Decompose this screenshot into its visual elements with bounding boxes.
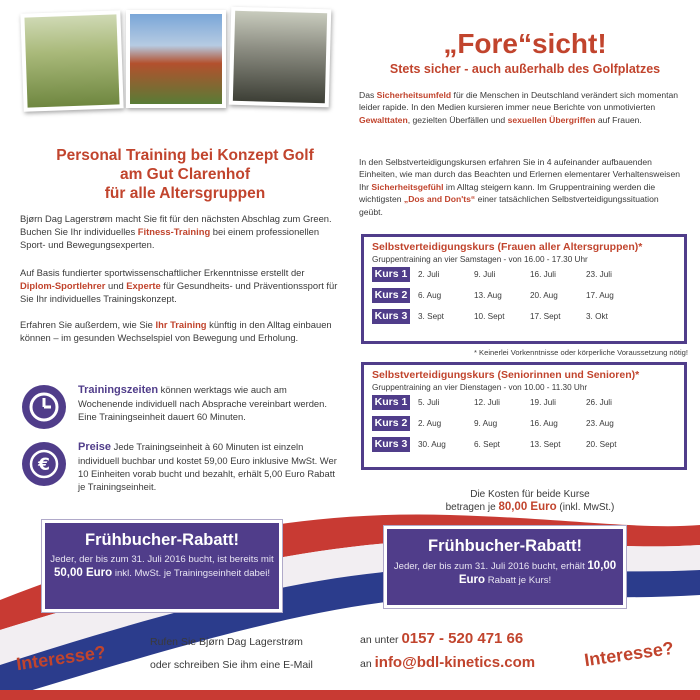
course-label: Kurs 1 <box>372 267 410 282</box>
course-row <box>372 285 676 306</box>
clock-icon <box>22 385 66 429</box>
daily-life-paragraph <box>20 318 338 344</box>
photo-clubhouse <box>126 10 226 108</box>
rabatt-title: Frühbucher-Rabatt! <box>428 537 582 555</box>
feature-title: Preise <box>78 441 112 453</box>
feature-text <box>78 383 338 423</box>
course-date: 9. Juli <box>474 270 496 279</box>
text: bei einem professionellen Sport- und Bewegungsexperten. <box>20 226 320 250</box>
course-subtitle: Gruppentraining an vier Samstagen - von 16.00 - 17.30 Uhr <box>372 255 588 264</box>
highlight: Ihr Training <box>155 319 207 330</box>
contact-call-text: Rufen Sie Bjørn Dag Lagerstrøm <box>150 636 303 648</box>
course-date: 23. Juli <box>586 270 612 279</box>
text: auf Frauen. <box>595 114 642 125</box>
highlight: „Dos and Don'ts“ <box>403 194 476 205</box>
left-title-line-1: Personal Training bei Konzept Golf <box>56 147 314 164</box>
interesse-label-right: Interesse? <box>582 637 675 671</box>
course-date: 17. Sept <box>530 312 561 321</box>
early-bird-box-training <box>42 520 282 612</box>
text: Auf Basis fundierter sportwissenschaftlicher Erkenntnisse erstellt der <box>20 267 305 278</box>
right-title: „Fore“sicht! <box>443 28 607 59</box>
highlight: Experte <box>126 280 161 291</box>
rabatt-text <box>45 554 279 580</box>
course-date: 16. Juli <box>530 270 556 279</box>
course-date: 26. Juli <box>586 398 612 407</box>
course-date: 20. Aug <box>530 291 558 300</box>
course-row <box>372 392 676 413</box>
text: Jeder, der bis zum 31. Juli 2016 bucht, erhält <box>393 561 588 572</box>
course-row <box>372 264 676 285</box>
course-date: 3. Sept <box>418 312 444 321</box>
course-date: 6. Sept <box>474 440 500 449</box>
concept-paragraph <box>20 266 338 305</box>
text: Das <box>359 90 377 100</box>
course-title: Selbstverteidigungskurs (Seniorinnen und Senioren)* <box>372 369 640 381</box>
footnote: * Keinerlei Vorkenntnisse oder körperliche Voraussetzung nötig! <box>473 348 688 357</box>
left-title-line-3: für alle Altersgruppen <box>104 185 266 202</box>
svg-text:€: € <box>38 455 50 475</box>
course-date: 3. Okt <box>586 312 608 321</box>
text: im Alltag steigern kann. Im Gruppentraining werden die wichtigsten <box>359 181 656 205</box>
cost-amount: 80,00 Euro <box>498 501 557 513</box>
text: Jede Trainingseinheit à 60 Minuten ist einzeln individuell buchbar und kostet 59,00 Euro inklusive MwSt. Wer 10 Einheiten vorab bucht und bezahlt, erhält 5,00 Euro Rabatt je Trainingseinheit. <box>78 441 337 492</box>
text: Bjørn Dag Lagerstrøm macht Sie fit für den nächsten Abschlag zum Green. Buchen Sie Ihr individuelles <box>20 213 332 237</box>
course-cost <box>405 488 655 514</box>
course-date: 2. Juli <box>418 270 440 279</box>
course-seniors-box <box>361 362 687 470</box>
course-row <box>372 306 676 327</box>
text: können werktags wie auch am Wochenende individuell nach Absprache vereinbart werden. Eine Trainingseinheit dauert 60 Minuten. <box>78 384 327 422</box>
course-label: Kurs 1 <box>372 395 410 410</box>
course-date: 5. Juli <box>418 398 440 407</box>
right-subtitle: Stets sicher - auch außerhalb des Golfplatzes <box>389 62 661 76</box>
rabatt-text <box>387 560 623 587</box>
safety-paragraph <box>359 89 681 126</box>
highlight: Fitness-Training <box>137 226 211 237</box>
feature-title: Trainingszeiten <box>78 384 159 396</box>
course-date: 12. Juli <box>474 398 500 407</box>
text: für Gesundheits- und Präventionssport für Sie Ihr individuelles Trainingskonzept. <box>20 280 338 304</box>
course-title: Selbstverteidigungskurs (Frauen aller Altersgruppen)* <box>372 241 643 253</box>
course-date: 23. Aug <box>586 419 614 428</box>
course-label: Kurs 3 <box>372 309 410 324</box>
text: einer tatsächlichen Selbstverteidigungssituation geübt. <box>359 194 659 217</box>
rabatt-amount: 10,00 Euro <box>458 560 617 586</box>
rabatt-title: Frühbucher-Rabatt! <box>85 531 239 549</box>
photo-strip <box>22 4 332 114</box>
course-date: 19. Juli <box>530 398 556 407</box>
highlight: Sicherheitsumfeld <box>376 90 452 100</box>
text: Erfahren Sie außerdem, wie Sie <box>20 319 156 330</box>
course-date: 30. Aug <box>418 440 446 449</box>
course-date: 16. Aug <box>530 419 558 428</box>
text: (inkl. MwSt.) <box>556 502 615 513</box>
course-date: 9. Aug <box>474 419 498 428</box>
text: künftig in den Alltag einbauen können – im gesunden Wechselspiel von Bewegung und Erholung. <box>20 319 332 343</box>
course-date: 13. Sept <box>530 440 561 449</box>
cost-line-2 <box>405 501 655 514</box>
highlight: Sicherheitsgefühl <box>371 181 444 192</box>
photo-self-defense <box>229 7 332 108</box>
course-date: 20. Sept <box>586 440 617 449</box>
course-date: 6. Aug <box>418 291 442 300</box>
interesse-label-left: Interesse? <box>14 641 107 675</box>
contact-email-text: oder schreiben Sie ihm eine E-Mail <box>150 659 313 671</box>
highlight: Gewalttaten <box>359 114 408 125</box>
course-date: 10. Sept <box>474 312 505 321</box>
rabatt-amount: 50,00 Euro <box>53 566 113 579</box>
course-label: Kurs 3 <box>372 437 410 452</box>
course-date: 17. Aug <box>586 291 614 300</box>
contact-email <box>360 654 535 671</box>
text: betragen je <box>445 502 499 513</box>
highlight: sexuellen Übergriffen <box>507 114 596 125</box>
left-title <box>20 146 350 203</box>
email-link[interactable]: info@bdl-kinetics.com <box>374 654 536 671</box>
highlight: Diplom-Sportlehrer <box>20 280 106 291</box>
course-label: Kurs 2 <box>372 416 410 431</box>
text: an <box>360 658 375 670</box>
text: Rabatt je Kurs! <box>485 574 552 586</box>
contact-phone <box>360 630 523 647</box>
early-bird-box-course <box>384 526 626 608</box>
course-row <box>372 434 676 455</box>
phone-number[interactable]: 0157 - 520 471 66 <box>401 630 524 647</box>
intro-paragraph <box>20 212 338 251</box>
text: an unter <box>360 634 402 646</box>
course-label: Kurs 2 <box>372 288 410 303</box>
text: und <box>105 280 127 291</box>
text: , gezielten Überfällen und <box>407 114 508 125</box>
text: inkl. MwSt. je Trainingseinheit dabei! <box>112 567 270 579</box>
cost-line-1: Die Kosten für beide Kurse <box>470 489 590 500</box>
text: In den Selbstverteidigungskursen erfahren Sie in 4 aufeinander aufbauenden Einheiten, wie man durch das Beachten und Erlernen elementarer Verhaltensweisen Ihr <box>359 157 681 192</box>
course-row <box>372 413 676 434</box>
left-title-line-2: am Gut Clarenhof <box>119 166 251 183</box>
photo-exercise <box>20 10 123 111</box>
course-paragraph <box>359 156 681 218</box>
course-date: 2. Aug <box>418 419 442 428</box>
course-women-box <box>361 234 687 344</box>
text: Jeder, der bis zum 31. Juli 2016 bucht, ist bereits mit <box>50 554 274 565</box>
course-date: 13. Aug <box>474 291 502 300</box>
text: für die Menschen in Deutschland verändert sich momentan leider rapide. In den Medien kursieren immer neue Berichte von unmotivierten <box>359 90 679 113</box>
course-subtitle: Gruppentraining an vier Dienstagen - von 10.00 - 11.30 Uhr <box>372 383 588 392</box>
